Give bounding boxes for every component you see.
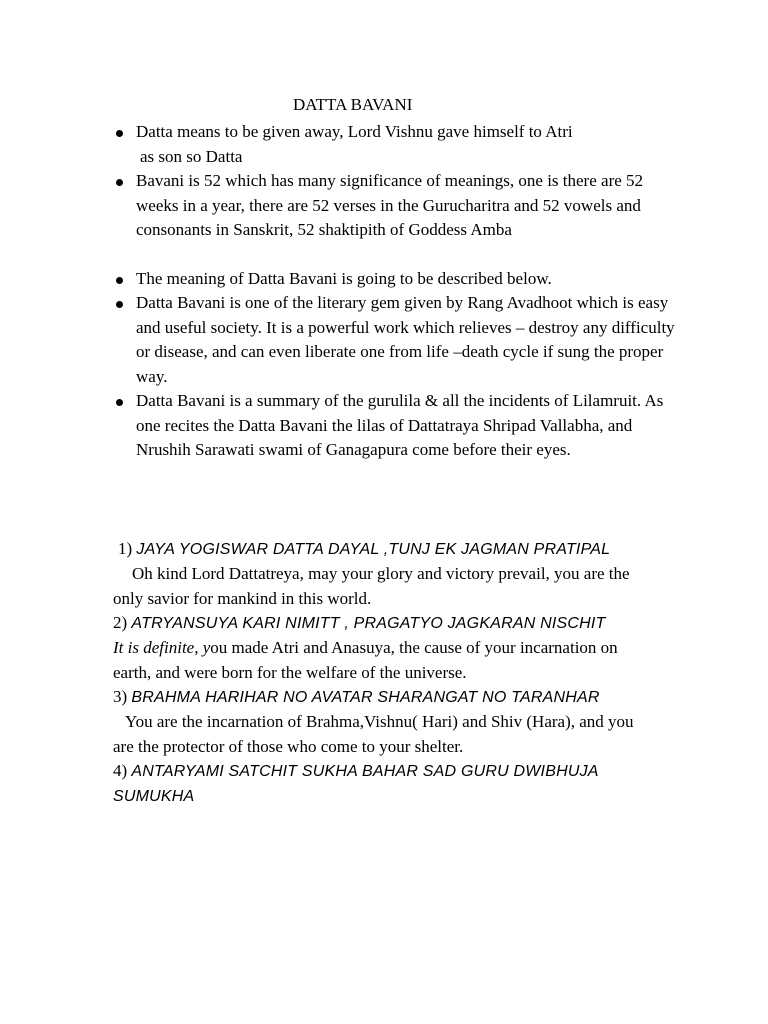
bullet-text: Bavani is 52 which has many significance of meanings, one is there are 52 weeks in a year, there are 52 verses in the Gurucharitra and 52 vowels and consonants in Sanskrit, 52 shaktipith of Goddess Amba [136, 171, 644, 239]
verse-number: 2) [113, 613, 128, 632]
verse-translation [113, 636, 658, 685]
verse-heading [113, 611, 658, 636]
document-title: DATTA BAVANI [293, 95, 413, 114]
bullet-item [0, 267, 676, 292]
bullet-text: Datta Bavani is a summary of the gurulila & all the incidents of Lilamruit. As one recites the Datta Bavani the lilas of Dattatraya Shripad Vallabha, and Nrushih Sarawati swami of Ganagapura come before their eyes. [136, 391, 664, 459]
verse-translation [113, 710, 658, 759]
bullet-item [0, 389, 676, 463]
bullet-item [0, 169, 676, 243]
bullet-text: Datta Bavani is one of the literary gem given by Rang Avadhoot which is easy and useful society. It is a powerful work which relieves – destroy any difficulty or disease, and can even liberate one from life –death cycle if sung the proper way. [136, 293, 675, 386]
verse-text: ANTARYAMI SATCHIT SUKHA BAHAR SAD GURU DWIBHUJA SUMUKHA [113, 763, 599, 805]
bullet-dot-icon [116, 179, 123, 186]
bullet-text: Datta means to be given away, Lord Vishnu gave himself to Atri [136, 122, 573, 141]
verse-item [113, 685, 658, 759]
bullet-text-continued: as son so Datta [140, 146, 243, 166]
translation-text: ou made Atri and Anasuya, the cause of your incarnation on earth, and were born for the welfare of the universe. [113, 638, 618, 682]
verse-number: 3) [113, 687, 128, 706]
verse-translation [113, 562, 658, 611]
verse-heading [113, 537, 658, 562]
verse-heading [113, 685, 658, 710]
verse-heading [113, 759, 658, 809]
intro-bullet-list [0, 120, 768, 463]
verse-number: 1) [118, 539, 133, 558]
verse-text: JAYA YOGISWAR DATTA DAYAL ,TUNJ EK JAGMAN PRATIPAL [136, 541, 611, 558]
translation-italic-text: It is definite, y [113, 638, 211, 657]
translation-text: You are the incarnation of Brahma,Vishnu( Hari) and Shiv (Hara), and you are the protector of those who come to your shelter. [113, 712, 634, 756]
verse-list [113, 537, 658, 809]
bullet-dot-icon [116, 277, 123, 284]
bullet-item [0, 291, 676, 389]
verse-item [113, 759, 658, 809]
verse-text: ATRYANSUYA KARI NIMITT , PRAGATYO JAGKARAN NISCHIT [131, 615, 606, 632]
translation-text: Oh kind Lord Dattatreya, may your glory and victory prevail, you are the only savior for mankind in this world. [113, 564, 630, 608]
verse-text: BRAHMA HARIHAR NO AVATAR SHARANGAT NO TARANHAR [131, 689, 600, 706]
bullet-item [0, 120, 676, 169]
verse-item [113, 611, 658, 685]
verse-number: 4) [113, 761, 128, 780]
bullet-dot-icon [116, 130, 123, 137]
bullet-dot-icon [116, 399, 123, 406]
bullet-text: The meaning of Datta Bavani is going to be described below. [136, 268, 552, 288]
bullet-dot-icon [116, 301, 123, 308]
verse-item [113, 537, 658, 611]
